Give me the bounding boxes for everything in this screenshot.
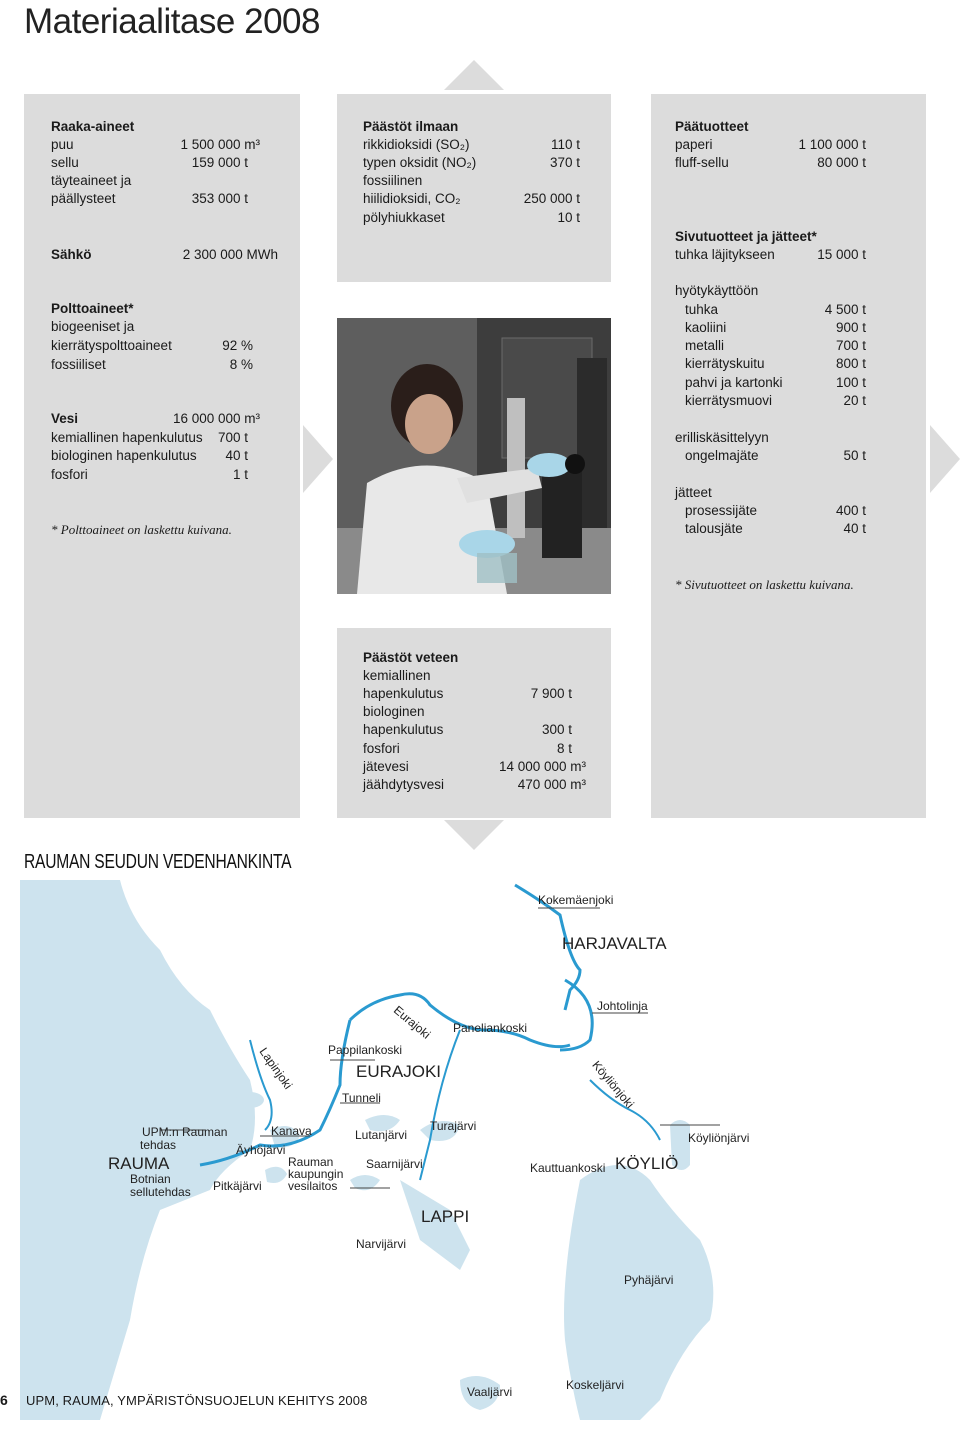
- map-label-koylio: KÖYLIÖ: [615, 1154, 679, 1173]
- metalli-label: metalli: [685, 338, 725, 353]
- map-label-eurajoki-town: EURAJOKI: [356, 1062, 442, 1081]
- fluff-label: fluff-sellu: [675, 155, 729, 170]
- nox-value: 370 t: [549, 155, 580, 170]
- map-label-lapinjoki: Lapinjoki: [256, 1045, 296, 1092]
- co2-label: fossiilinen: [363, 173, 423, 188]
- lab-worker-photo: [337, 318, 611, 594]
- map-label-kanava: Kanava: [271, 1124, 312, 1138]
- tayte-label: täyteaineet ja: [51, 173, 132, 188]
- page-title: Materiaalitase 2008: [24, 2, 320, 41]
- talous-label: talousjäte: [685, 521, 743, 536]
- inputs-note: * Polttoaineet on laskettu kuivana.: [51, 522, 232, 537]
- tuhka-lajitys-value: 15 000 t: [817, 247, 866, 262]
- kaoliini-label: kaoliini: [685, 320, 727, 335]
- map-title: RAUMAN SEUDUN VEDENHANKINTA: [24, 851, 292, 873]
- map-label-turajarvi: Turajärvi: [430, 1119, 477, 1133]
- footer-text: UPM, RAUMA, YMPÄRISTÖNSUOJELUN KEHITYS 2008: [26, 1393, 368, 1408]
- wbio-label: hapenkulutus: [363, 722, 444, 737]
- jatevesi-value: 14 000 000 m³: [498, 759, 586, 774]
- map-label-lappi: LAPPI: [421, 1207, 470, 1226]
- biog-label: biogeeniset ja: [51, 319, 135, 334]
- wbio-label: biologinen: [363, 704, 425, 719]
- map-label-upm: UPM:n Rauman: [142, 1125, 228, 1139]
- fosfori-value: 1 t: [232, 467, 248, 482]
- map-label-eurajoki-river: Eurajoki: [391, 1003, 434, 1042]
- nox-label: typen oksidit (NO₂): [363, 155, 477, 170]
- ongelma-label: ongelmajäte: [685, 448, 759, 463]
- map-label-tunneli: Tunneli: [342, 1091, 381, 1105]
- wkem-label: kemiallinen: [363, 668, 431, 683]
- wkem-label: hapenkulutus: [363, 686, 444, 701]
- map-label-pappilankoski: Pappilankoski: [328, 1043, 403, 1057]
- map-label-vesilaitos: vesilaitos: [288, 1179, 338, 1193]
- arrow-right-icon: [303, 425, 333, 493]
- map-label-vesilaitos: kaupungin: [288, 1167, 344, 1181]
- map-label-pitkajarvi: Pitkäjärvi: [213, 1179, 262, 1193]
- muovi-label: kierrätysmuovi: [685, 393, 773, 408]
- biog-label: kierrätyspolttoaineet: [51, 338, 172, 353]
- ongelma-value: 50 t: [843, 448, 866, 463]
- wfosfori-value: 8 t: [556, 741, 572, 756]
- tuhka-value: 4 500 t: [824, 302, 866, 317]
- water-title: Päästöt veteen: [363, 650, 459, 665]
- poltto-title: Polttoaineet*: [51, 301, 134, 316]
- sivu-title: Sivutuotteet ja jätteet*: [675, 229, 817, 244]
- air-title: Päästöt ilmaan: [363, 119, 459, 134]
- kuitu-value: 800 t: [835, 356, 866, 371]
- map-label-narvijarvi: Narvijärvi: [356, 1237, 407, 1251]
- so2-value: 110 t: [550, 137, 580, 152]
- metalli-value: 700 t: [835, 338, 866, 353]
- kuitu-label: kierrätyskuitu: [685, 356, 765, 371]
- fosfori-label: fosfori: [51, 467, 88, 482]
- map-label-ayhojarvi: Äyhöjärvi: [236, 1143, 286, 1157]
- muovi-value: 20 t: [843, 393, 866, 408]
- sellu-label: sellu: [51, 155, 79, 170]
- fluff-value: 80 000 t: [817, 155, 866, 170]
- arrow-right-icon: [930, 425, 960, 493]
- bio-label: biologinen hapenkulutus: [51, 448, 197, 463]
- kem-value: 700 t: [217, 430, 248, 445]
- page-number: 6: [0, 1392, 8, 1408]
- jatteet-title: jätteet: [675, 485, 712, 500]
- arrow-up-icon: [444, 60, 504, 90]
- map-label-vesilaitos: Rauman: [288, 1155, 334, 1169]
- paperi-label: paperi: [675, 137, 713, 152]
- map-label-kokemaenjoki: Kokemäenjoki: [538, 893, 614, 907]
- dust-value: 10 t: [557, 210, 580, 225]
- so2-label: rikkidioksidi (SO₂): [363, 137, 470, 152]
- map-label-botnian: Botnian: [130, 1172, 171, 1186]
- map-label-lutanjarvi: Lutanjärvi: [355, 1128, 408, 1142]
- bio-value: 40 t: [225, 448, 248, 463]
- sahko-value: 2 300 000 MWh: [182, 247, 278, 262]
- co2-label: hiilidioksidi, CO₂: [363, 191, 461, 206]
- fossiiliset-label: fossiiliset: [51, 357, 106, 372]
- pahvi-value: 100 t: [835, 375, 866, 390]
- map-label-vaaljarvi: Vaaljärvi: [467, 1385, 513, 1399]
- prosessi-label: prosessijäte: [685, 503, 758, 518]
- map-label-johtolinja: Johtolinja: [597, 999, 648, 1013]
- map-label-pyhajarvi: Pyhäjärvi: [624, 1273, 674, 1287]
- sahko-label: Sähkö: [51, 247, 92, 262]
- co2-value: 250 000 t: [523, 191, 580, 206]
- products-title: Päätuotteet: [675, 119, 749, 134]
- jaah-value: 470 000 m³: [517, 777, 586, 792]
- hyoty-title: hyötykäyttöön: [675, 283, 759, 298]
- tuhka-label: tuhka: [685, 302, 719, 317]
- tayte-value: 353 000 t: [191, 191, 248, 206]
- map-label-koskeljarvi: Koskeljärvi: [566, 1378, 625, 1392]
- map-label-kauttuankoski: Kauttuankoski: [530, 1161, 606, 1175]
- map-label-botnian: sellutehdas: [130, 1185, 191, 1199]
- prosessi-value: 400 t: [835, 503, 866, 518]
- biog-value: 92 %: [222, 338, 253, 353]
- map-label-koylionjarvi: Köyliönjärvi: [688, 1131, 750, 1145]
- puu-value: 1 500 000 m³: [180, 137, 260, 152]
- puu-label: puu: [51, 137, 74, 152]
- kaoliini-value: 900 t: [835, 320, 866, 335]
- map-label-koylionjoki: Köyliönjoki: [589, 1058, 637, 1111]
- eril-title: erilliskäsittelyyn: [675, 430, 769, 445]
- tuhka-lajitys-label: tuhka läjitykseen: [675, 247, 775, 262]
- kem-label: kemiallinen hapenkulutus: [51, 430, 203, 445]
- map-label-harjavalta: HARJAVALTA: [562, 934, 667, 953]
- map-label-paneliankoski: Paneliankoski: [453, 1021, 528, 1035]
- fossiiliset-value: 8 %: [229, 357, 253, 372]
- pahvi-label: pahvi ja kartonki: [685, 375, 783, 390]
- jaah-label: jäähdytysvesi: [363, 777, 445, 792]
- map-label-saarnijarvi: Saarnijärvi: [366, 1157, 423, 1171]
- raaka-title: Raaka-aineet: [51, 119, 135, 134]
- tayte-label: päällysteet: [51, 191, 116, 206]
- map-label-rauma: RAUMA: [108, 1154, 170, 1173]
- sellu-value: 159 000 t: [191, 155, 248, 170]
- paperi-value: 1 100 000 t: [798, 137, 866, 152]
- vesi-label: Vesi: [51, 411, 79, 426]
- dust-label: pölyhiukkaset: [363, 210, 445, 225]
- vesi-value: 16 000 000 m³: [172, 411, 260, 426]
- products-note: * Sivutuotteet on laskettu kuivana.: [675, 577, 854, 592]
- jatevesi-label: jätevesi: [363, 759, 409, 774]
- talous-value: 40 t: [843, 521, 866, 536]
- map-label-upm: tehdas: [140, 1138, 177, 1152]
- wkem-value: 7 900 t: [530, 686, 572, 701]
- arrow-down-icon: [444, 820, 504, 850]
- wfosfori-label: fosfori: [363, 741, 400, 756]
- wbio-value: 300 t: [541, 722, 572, 737]
